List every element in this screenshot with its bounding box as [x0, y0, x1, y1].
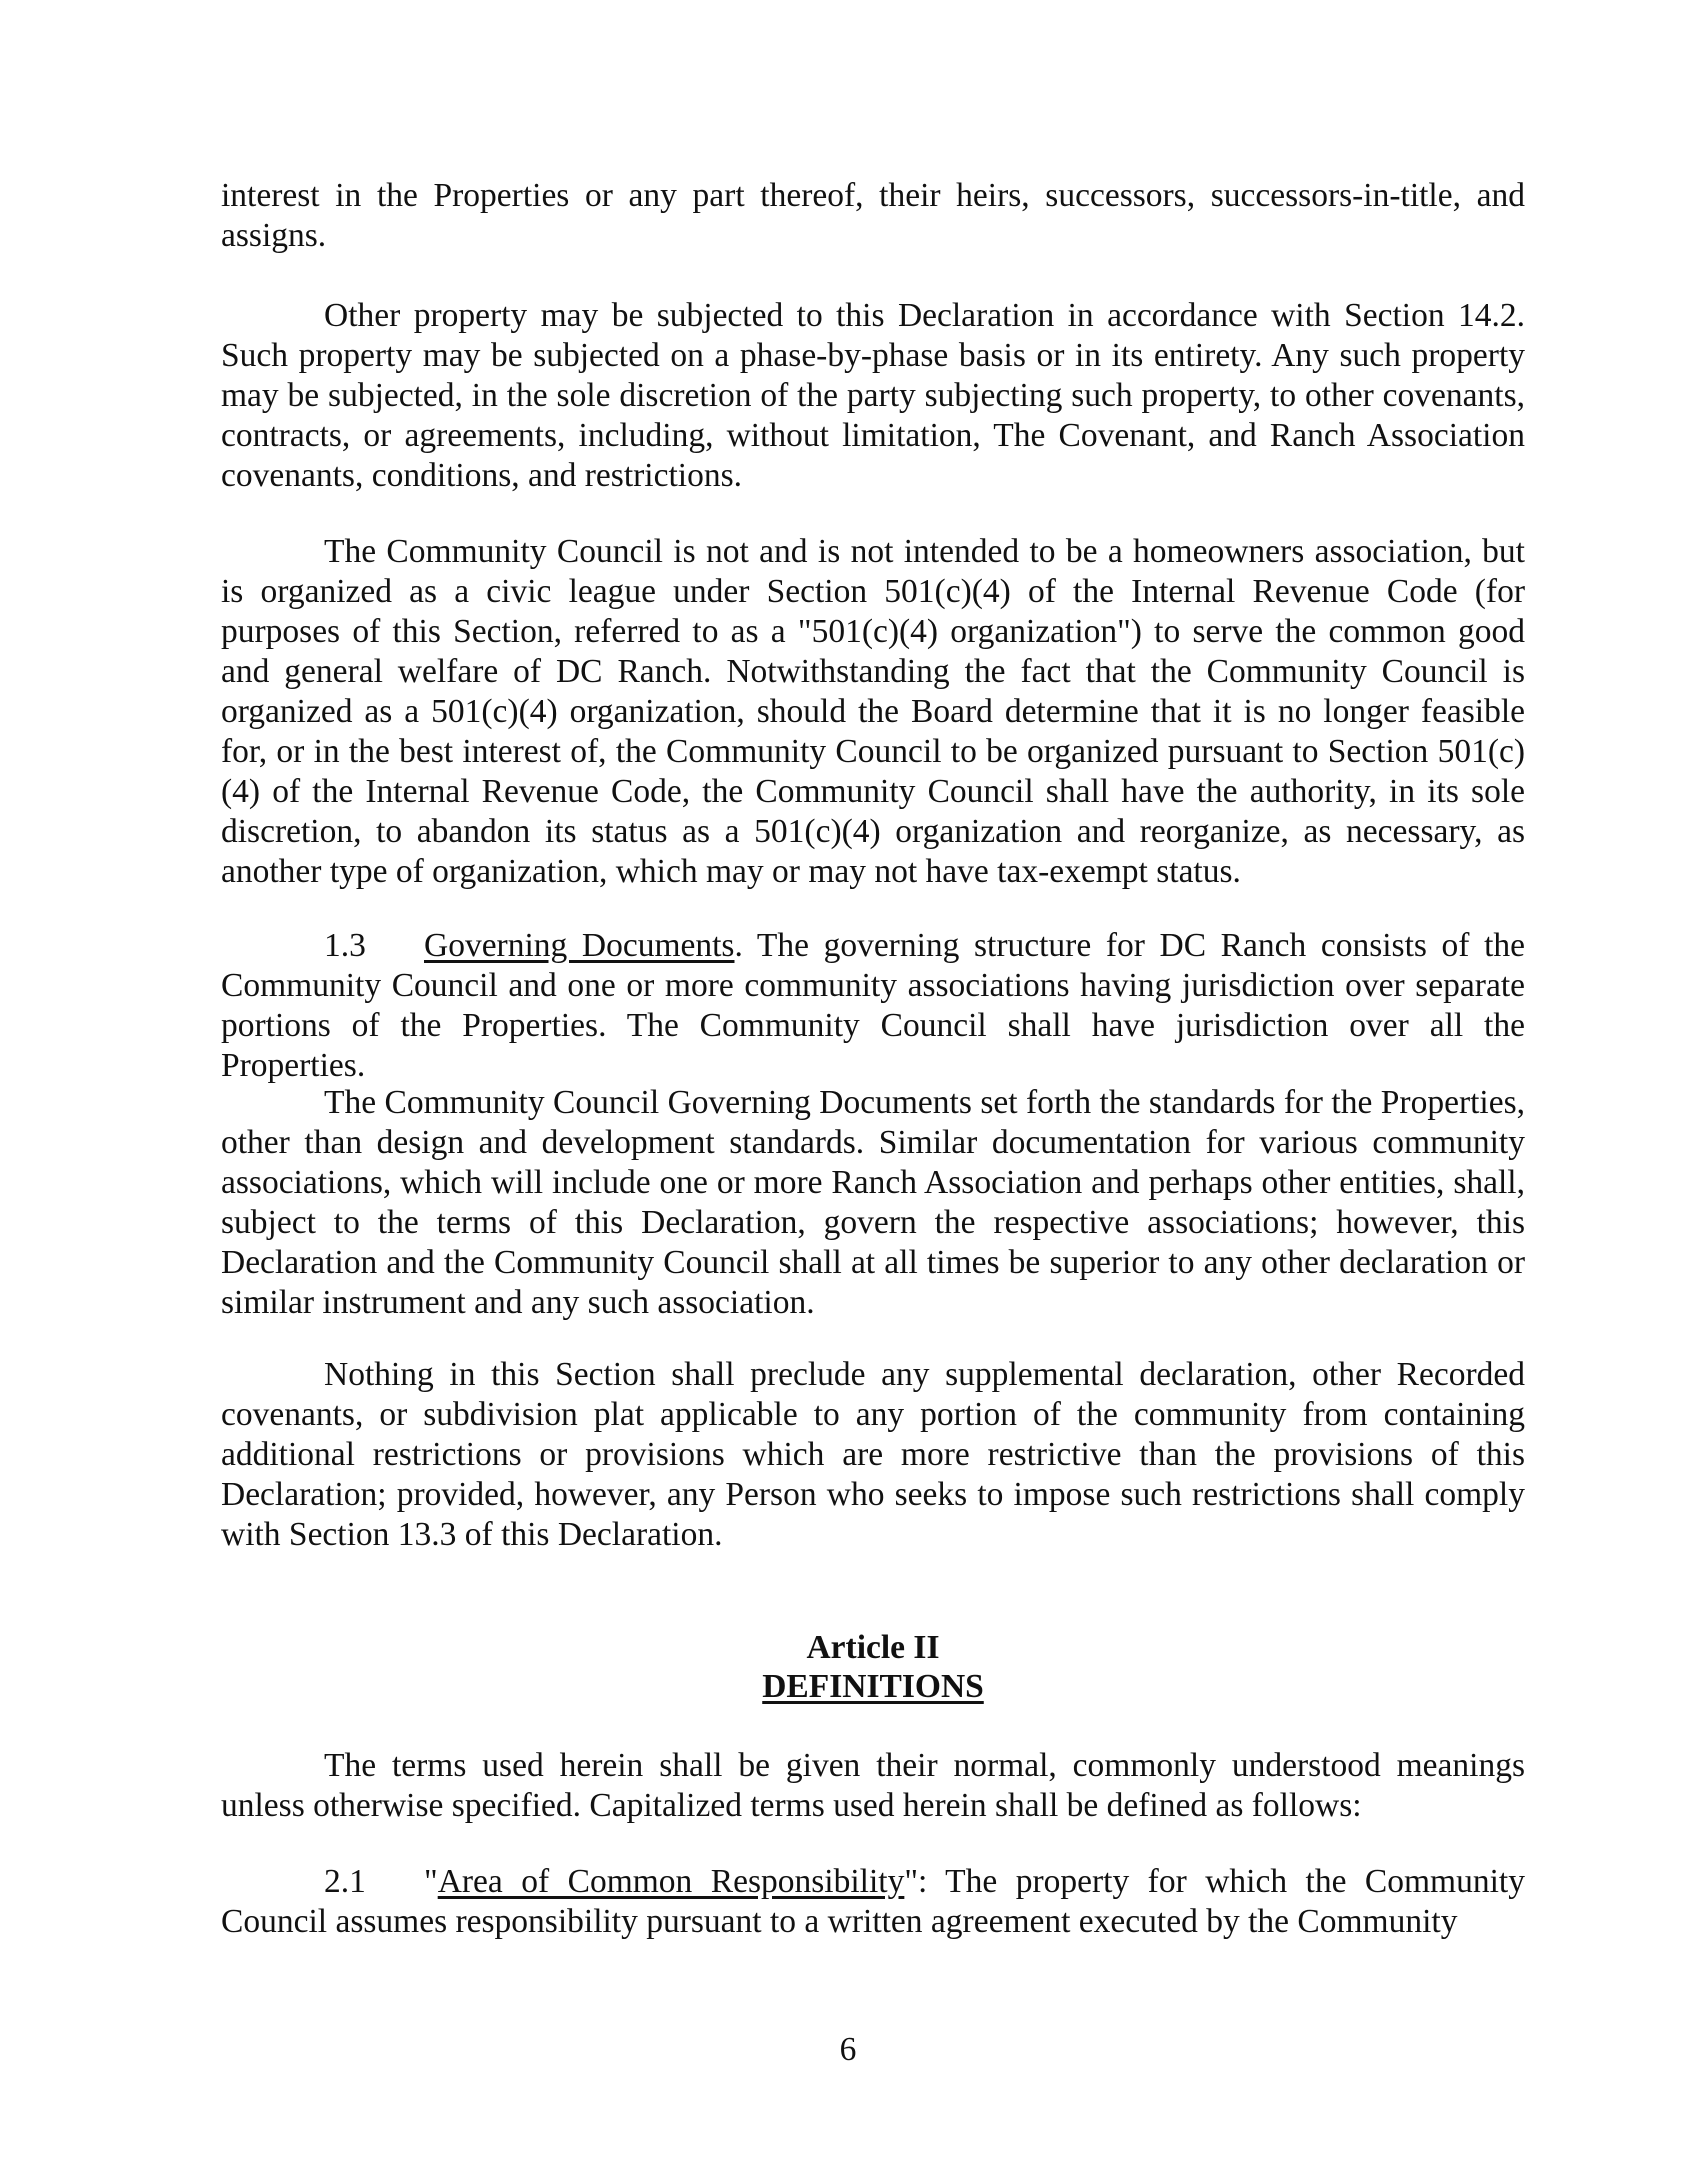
section-2-1-area-of-common-responsibility — [221, 1862, 1525, 1942]
section-number: 2.1 — [324, 1863, 366, 1900]
quote-open: " — [424, 1863, 438, 1900]
paragraph-supplemental-declaration: Nothing in this Section shall preclude any supplemental declaration, other Recorded covenants, or subdivision plat applicable to any portion of the community from containing additional restrictions or provisions which are more restrictive than the provisions of this Declaration; provided, however, any Person who seeks to impose such restrictions shall comply with Section 13.3 of this Declaration. — [221, 1356, 1525, 1553]
article-title: DEFINITIONS — [762, 1668, 984, 1705]
section-1-3-governing-documents — [221, 926, 1525, 1086]
paragraph-governing-documents-standards: The Community Council Governing Documents set forth the standards for the Properties, other than design and development standards. Similar documentation for various community associations, which will include one or more Ranch Association and perhaps other entities, shall, subject to the terms of this Declaration, govern the respective associations; however, this Declaration and the Community Council shall at all times be superior to any other declaration or similar instrument and any such association. — [221, 1084, 1525, 1321]
section-title: Area of Common Responsibility — [437, 1863, 905, 1900]
section-title-punctuation: . — [734, 927, 743, 964]
section-body: The property for which the Community Council assumes responsibility pursuant to a written agreement executed by the Community — [221, 1863, 1525, 1940]
paragraph-community-council-status: The Community Council is not and is not intended to be a homeowners association, but is organized as a civic league under Section 501(c)(4) of the Internal Revenue Code (for purposes of this Section, referred to as a "501(c)(4) organization") to serve the common good and general welfare of DC Ranch. Notwithstanding the fact that the Community Council is organized as a 501(c)(4) organization, should the Board determine that it is no longer feasible for, or in the best interest of, the Community Council to be organized pursuant to Section 501(c)(4) of the Internal Revenue Code, the Community Council shall have the authority, in its sole discretion, to abandon its status as a 501(c)(4) organization and reorganize, as necessary, as another type of organization, which may or may not have tax-exempt status. — [221, 533, 1525, 890]
page-number: 6 — [839, 2031, 857, 2068]
section-body: The governing structure for DC Ranch consists of the Community Council and one or more community associations having jurisdiction over separate portions of the Properties. The Community Council shall have jurisdiction over all the Properties. — [221, 927, 1526, 1084]
paragraph-definitions-intro: The terms used herein shall be given their normal, commonly understood meanings unless otherwise specified. Capitalized terms used herein shall be defined as follows: — [221, 1747, 1525, 1824]
paragraph-other-property: Other property may be subjected to this Declaration in accordance with Section 14.2. Such property may be subjected on a phase-by-phase basis or in its entirety. Any such property may be subjected, in the sole discretion of the party subjecting such property, to other covenants, contracts, or agreements, including, without limitation, The Covenant, and Ranch Association covenants, conditions, and restrictions. — [221, 297, 1525, 494]
section-title: Governing Documents — [424, 927, 735, 964]
section-number: 1.3 — [324, 927, 366, 964]
article-label: Article II — [806, 1629, 940, 1666]
quote-close: ": — [904, 1863, 928, 1900]
article-title-line — [221, 1667, 1525, 1707]
paragraph-continuation: interest in the Properties or any part thereof, their heirs, successors, successors-in-title, and assigns. — [221, 177, 1525, 254]
